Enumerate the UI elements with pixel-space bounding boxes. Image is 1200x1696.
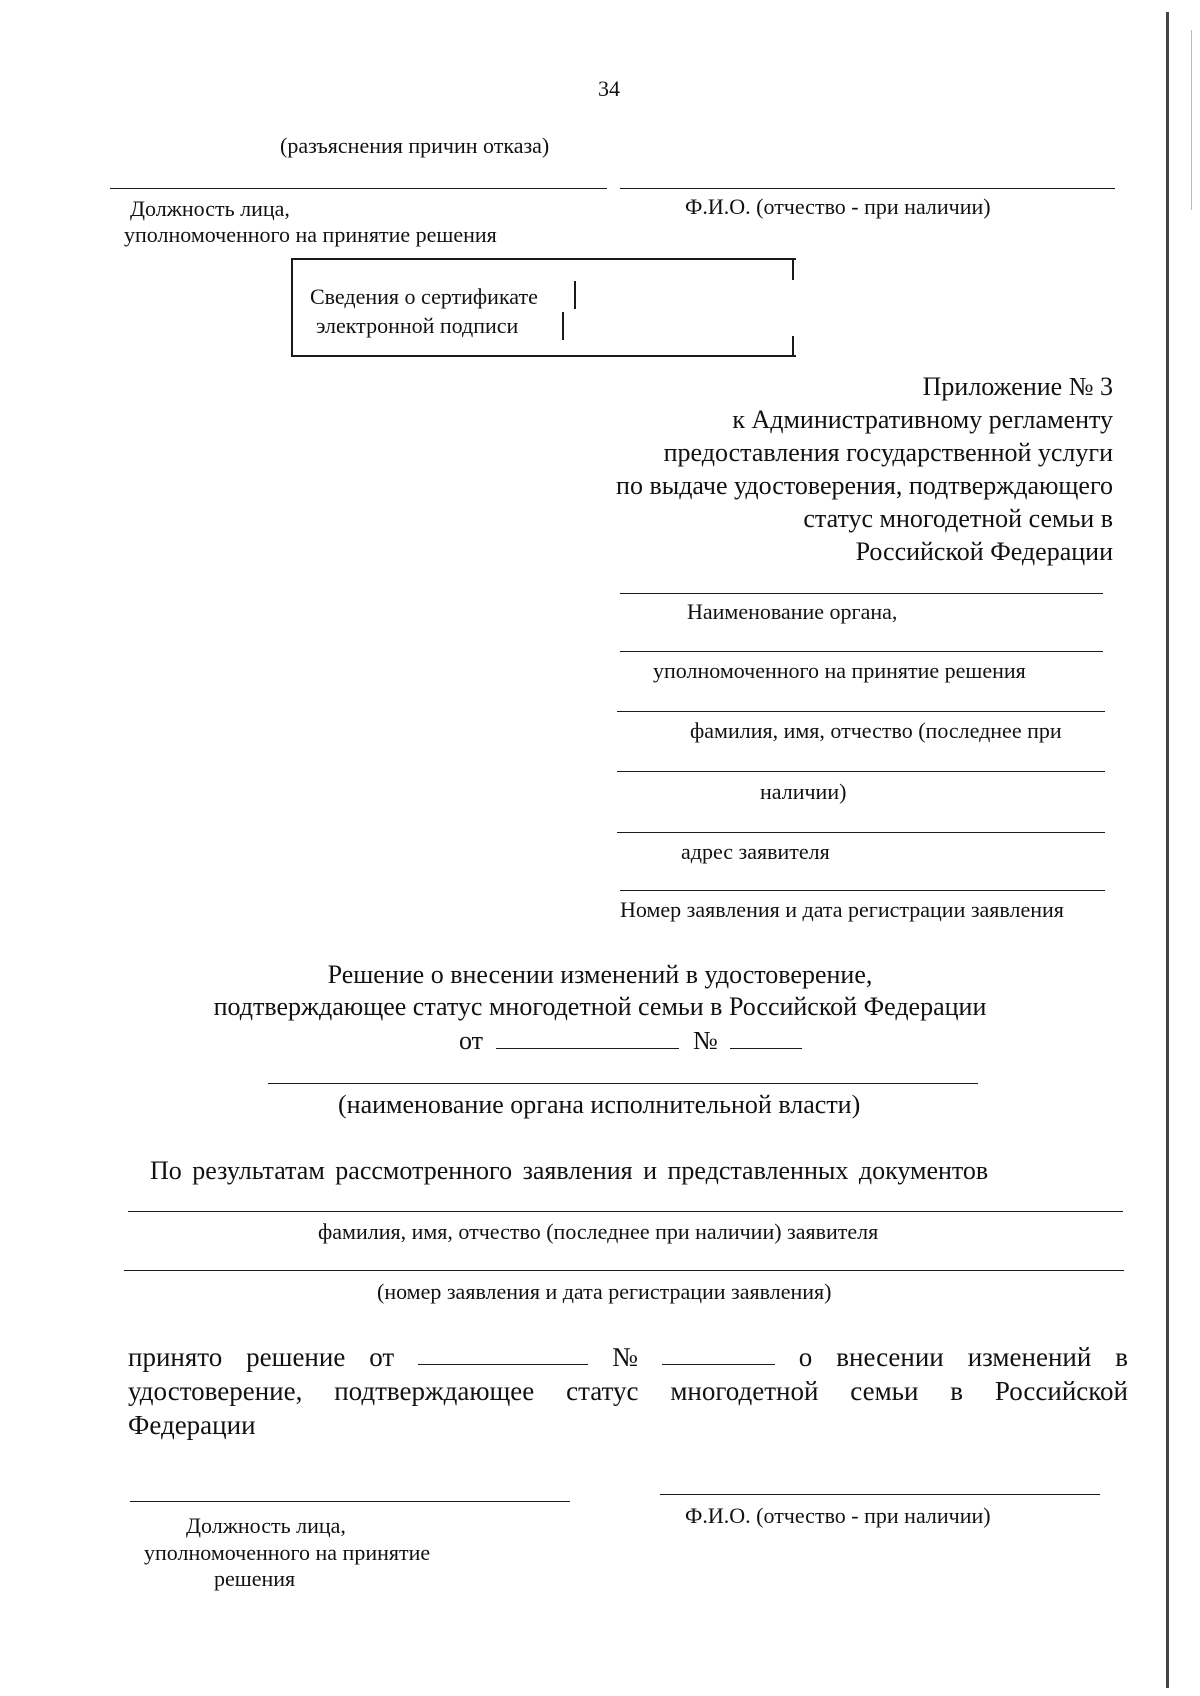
fio-signature-line bbox=[620, 188, 1115, 189]
appendix-line1: Приложение № 3 bbox=[922, 372, 1113, 401]
signature-position-line2: уполномоченного на принятие bbox=[144, 1540, 431, 1565]
applicant-caption: фамилия, имя, отчество (последнее при наличии) заявителя bbox=[318, 1219, 879, 1244]
decision-word: в bbox=[1115, 1342, 1128, 1372]
decision-word: в bbox=[950, 1376, 964, 1406]
organ-caption-line2: уполномоченного на принятие решения bbox=[653, 658, 1026, 683]
signature-position-line3: решения bbox=[214, 1566, 296, 1591]
refusal-caption: (разъяснения причин отказа) bbox=[280, 133, 550, 158]
fio-caption-line2: наличии) bbox=[760, 779, 847, 804]
signature-fio-line bbox=[660, 1494, 1100, 1495]
decision-word: Российской bbox=[994, 1376, 1128, 1406]
decision-word: подтверждающее bbox=[334, 1376, 535, 1406]
decision-text-line3: Федерации bbox=[128, 1410, 256, 1440]
decision-number-label: № bbox=[693, 1026, 718, 1055]
fio-line-2 bbox=[617, 771, 1105, 772]
decision-from-label: от bbox=[459, 1026, 484, 1055]
decision-word: от bbox=[369, 1342, 395, 1372]
decision-date-blank-2 bbox=[418, 1342, 588, 1365]
appendix-line6: Российской Федерации bbox=[855, 537, 1113, 566]
address-caption: адрес заявителя bbox=[681, 839, 830, 864]
cert-box-line2: электронной подписи bbox=[316, 313, 519, 338]
decision-number-blank bbox=[730, 1026, 802, 1049]
decision-number-blank-2 bbox=[662, 1342, 775, 1365]
position-caption-line2: уполномоченного на принятие решения bbox=[124, 222, 497, 247]
organ-line-2 bbox=[620, 651, 1103, 652]
fio-caption-line1: фамилия, имя, отчество (последнее при bbox=[690, 718, 1062, 743]
page-edge-line-faint bbox=[1191, 30, 1192, 210]
decision-title-line2: подтверждающее статус многодетной семьи в Российской Федерации bbox=[213, 992, 987, 1021]
decision-word: многодетной bbox=[670, 1376, 819, 1406]
signature-position-line1: Должность лица, bbox=[186, 1513, 346, 1538]
position-signature-line bbox=[110, 188, 607, 189]
results-text: По результатам рассмотренного заявления и представленных документов bbox=[150, 1156, 989, 1185]
cert-box-line1: Сведения о сертификате bbox=[310, 284, 538, 309]
decision-word: принято bbox=[128, 1342, 223, 1372]
decision-text-line2 bbox=[128, 1376, 1128, 1407]
decision-text-line1 bbox=[128, 1342, 1128, 1373]
decision-title-line1: Решение о внесении изменений в удостоверение, bbox=[327, 960, 873, 989]
decision-date-blank bbox=[496, 1026, 679, 1049]
cert-box-tick-top bbox=[792, 258, 794, 280]
decision-word: семьи bbox=[850, 1376, 919, 1406]
fio-line-1 bbox=[617, 711, 1105, 712]
decision-word: статус bbox=[566, 1376, 639, 1406]
page-number: 34 bbox=[598, 76, 620, 101]
decision-word: решение bbox=[246, 1342, 346, 1372]
decision-word: № bbox=[612, 1342, 638, 1372]
application-caption: Номер заявления и дата регистрации заявления bbox=[620, 897, 1064, 922]
organ-line-1 bbox=[620, 593, 1103, 594]
executive-organ-line bbox=[268, 1083, 978, 1084]
cert-box-tick-line2 bbox=[562, 312, 564, 340]
executive-organ-caption: (наименование органа исполнительной власти) bbox=[338, 1090, 861, 1119]
cert-box-tick-bottom bbox=[792, 336, 794, 356]
decision-from-row bbox=[459, 1026, 802, 1056]
decision-word: о bbox=[798, 1342, 813, 1372]
decision-word: внесении bbox=[836, 1342, 944, 1372]
signature-position-line bbox=[130, 1501, 570, 1502]
application-number-caption: (номер заявления и дата регистрации заявления) bbox=[377, 1279, 832, 1304]
fio-caption: Ф.И.О. (отчество - при наличии) bbox=[685, 194, 991, 219]
decision-word: изменений bbox=[967, 1342, 1092, 1372]
decision-word: удостоверение, bbox=[128, 1376, 303, 1406]
appendix-line3: предоставления государственной услуги bbox=[663, 438, 1113, 467]
page-edge-line bbox=[1166, 12, 1169, 1688]
position-caption-line1: Должность лица, bbox=[130, 196, 290, 221]
cert-box-tick-line1 bbox=[574, 281, 576, 309]
applicant-name-line bbox=[128, 1211, 1123, 1212]
application-number-line bbox=[124, 1270, 1124, 1271]
appendix-line2: к Административному регламенту bbox=[732, 405, 1113, 434]
organ-caption-line1: Наименование органа, bbox=[687, 599, 898, 624]
application-line bbox=[620, 890, 1105, 891]
appendix-line5: статус многодетной семьи в bbox=[803, 504, 1113, 533]
signature-fio-caption: Ф.И.О. (отчество - при наличии) bbox=[685, 1503, 991, 1528]
address-line bbox=[617, 832, 1105, 833]
appendix-line4: по выдаче удостоверения, подтверждающего bbox=[616, 471, 1113, 500]
